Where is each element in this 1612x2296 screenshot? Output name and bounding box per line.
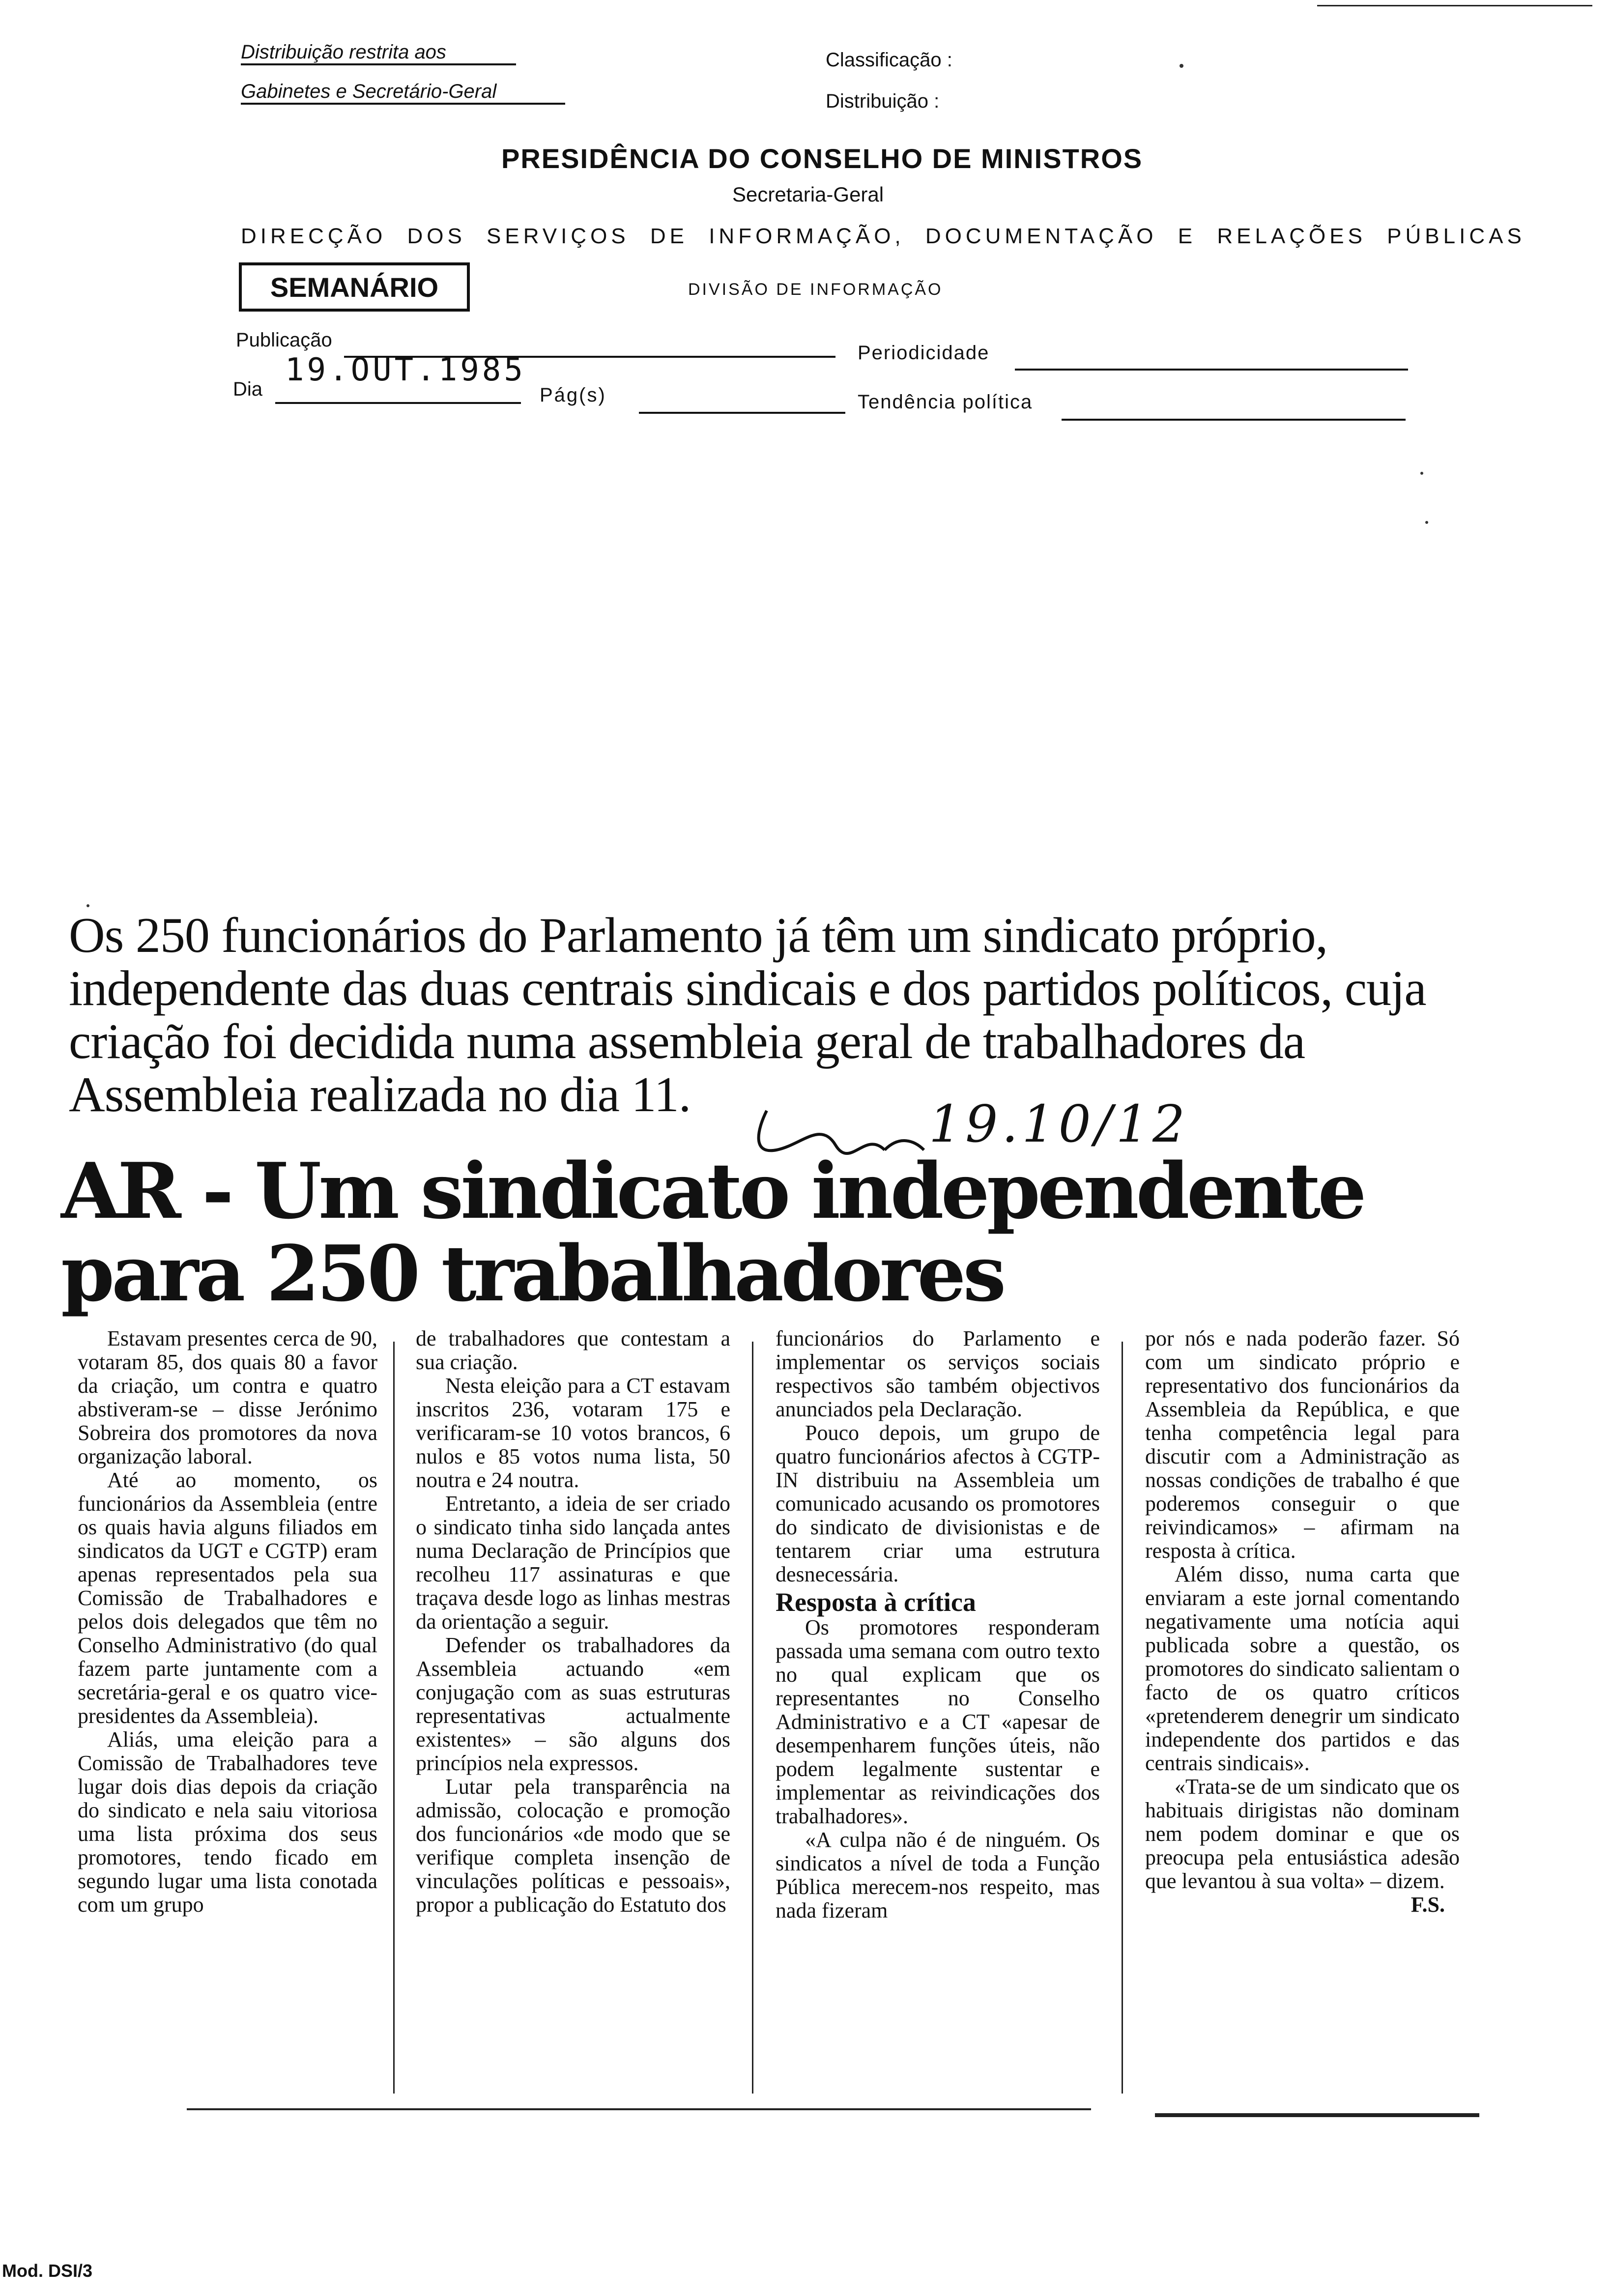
classification-label: Classificação : (826, 49, 952, 71)
publication-name: SEMANÁRIO (270, 271, 439, 303)
article-column-3 (776, 1327, 1100, 1923)
col3-paragraph: Os promotores responderam passada uma semana com outro texto no qual explicam que os representantes no Conselho Administrativo e a CT «apesar de desempenharem funções úteis, não podem legalmente sustentar e implementar as reivindicações dos trabalhadores». (776, 1615, 1100, 1828)
article-column-1 (78, 1327, 377, 1917)
column-rule (393, 1342, 395, 2094)
publication-name-box (239, 262, 470, 312)
tendency-label: Tendência política (858, 391, 1033, 413)
col4-paragraph: por nós e nada poderão fazer. Só com um sindicato próprio e representativo dos funcionários da Assembleia da República, e que tenha competência legal para discutir com a Administração as nossas condições de trabalho é que poderemos conseguir o que reivindicamos» – afirmam na resposta à crítica. (1145, 1326, 1460, 1563)
restricted-distribution-line2: Gabinetes e Secretário-Geral (241, 81, 565, 105)
col4-paragraph: «Trata-se de um sindicato que os habituais dirigistas não dominam nem podem dominar e que os preocupa pela entusiástica adesão que levantou à sua volta» – dizem. (1145, 1775, 1460, 1893)
section-subheading: Resposta à crítica (776, 1587, 976, 1617)
col4-paragraph: Além disso, numa carta que enviaram a este jornal comentando negativamente uma notícia aqui publicada sobre a questão, os promotores do sindicato salientam o facto de os quatro críticos «pretenderem denegrir um sindicato independente dos partidos e das centrais sindicais». (1145, 1562, 1460, 1775)
col2-paragraph: Entretanto, a ideia de ser criado o sindicato tinha sido lançada antes numa Declaração de Princípios que recolheu 117 assinaturas e que traçava desde logo as linhas mestras da orientação a seguir. (416, 1492, 730, 1634)
article-column-4 (1145, 1327, 1460, 1917)
col1-paragraph: Aliás, uma eleição para a Comissão de Trabalhadores teve lugar dois dias depois da criação do sindicato e nela saiu vitoriosa uma lista próxima dos seus promotores, tendo ficado em segundo lugar uma lista conotada com um grupo (78, 1727, 377, 1917)
handwritten-date: 19.10/12 (929, 1094, 1189, 1154)
ministry-title: PRESIDÊNCIA DO CONSELHO DE MINISTROS (501, 143, 1143, 174)
headline-line1: AR - Um sindicato independente (61, 1146, 1364, 1236)
pages-field-line (639, 412, 845, 414)
scan-speck (86, 904, 89, 907)
distribution-label: Distribuição : (826, 90, 940, 112)
scan-dash-top-right (1317, 5, 1592, 6)
col3-paragraph: «A culpa não é de ninguém. Os sindicatos a nível de toda a Função Pública merecem-nos respeito, mas nada fizeram (776, 1828, 1100, 1923)
restricted-distribution-line1: Distribuição restrita aos (241, 41, 516, 65)
article-lead: Os 250 funcionários do Parlamento já têm um sindicato próprio, independente das duas centrais sindicais e dos partidos políticos, cuja criação foi decidida numa assembleia geral de trabalhadores da Assembleia realizada no dia 11. (69, 908, 1426, 1122)
col1-paragraph: Estavam presentes cerca de 90, votaram 85, dos quais 80 a favor da criação, um contra e quatro abstiveram-se – disse Jerónimo Sobreira dos promotores da nova organização laboral. (78, 1326, 377, 1468)
bottom-rule-left (187, 2108, 1091, 2110)
day-field-line (275, 402, 521, 404)
col3-paragraph: funcionários do Parlamento e implementar os serviços sociais respectivos são também objectivos anunciados pela Declaração. (776, 1326, 1100, 1421)
periodicity-label: Periodicidade (858, 342, 990, 364)
headline-line2: para 250 trabalhadores (61, 1229, 1004, 1319)
day-label: Dia (233, 378, 263, 400)
article-column-2 (416, 1327, 730, 1917)
bottom-rule-right (1155, 2113, 1479, 2117)
scan-speck (1180, 64, 1183, 68)
publication-label: Publicação (236, 329, 332, 351)
division-title: DIVISÃO DE INFORMAÇÃO (688, 280, 943, 299)
scan-speck (1425, 521, 1428, 524)
col2-paragraph: Lutar pela transparência na admissão, colocação e promoção dos funcionários «de modo que se verifique completa insenção de vinculações políticas e pessoais», propor a publicação do Estatuto dos (416, 1775, 730, 1917)
scan-speck (1420, 472, 1423, 475)
form-code: Mod. DSI/3 (2, 2261, 93, 2281)
col1-paragraph: Até ao momento, os funcionários da Assembleia (entre os quais havia alguns filiados em sindicatos da UGT e CGTP) eram apenas representados pela sua Comissão de Trabalhadores e pelos dois delegados que têm no Conselho Administrativo (do qual fazem parte juntamente com a secretária-geral e os quatro vice-presidentes da Assembleia). (78, 1468, 377, 1728)
author-signature: F.S. (1410, 1893, 1445, 1917)
col2-paragraph: Defender os trabalhadores da Assembleia actuando «em conjugação com as suas estruturas representativas actualmente existentes» – são alguns dos princípios nela expressos. (416, 1633, 730, 1775)
periodicity-field-line (1015, 369, 1408, 371)
secretariat-title: Secretaria-Geral (732, 183, 884, 206)
column-rule (752, 1342, 753, 2094)
col3-paragraph: Pouco depois, um grupo de quatro funcionários afectos à CGTP-IN distribuiu na Assembleia um comunicado acusando os promotores do sindicato de divisionistas e de tentarem criar uma estrutura desnecessária. (776, 1421, 1100, 1586)
tendency-field-line (1062, 419, 1406, 421)
date-stamp: 19.OUT.1985 (285, 352, 526, 388)
directorate-title: DIRECÇÃO DOS SERVIÇOS DE INFORMAÇÃO, DOCUMENTAÇÃO E RELAÇÕES PÚBLICAS (241, 224, 1526, 248)
col2-paragraph: Nesta eleição para a CT estavam inscritos 236, votaram 175 e verificaram-se 10 votos brancos, 6 nulos e 85 votos numa lista, 50 noutra e 24 noutra. (416, 1374, 730, 1492)
pages-label: Pág(s) (540, 384, 606, 406)
col2-paragraph: de trabalhadores que contestam a sua criação. (416, 1326, 730, 1374)
column-rule (1122, 1342, 1123, 2094)
